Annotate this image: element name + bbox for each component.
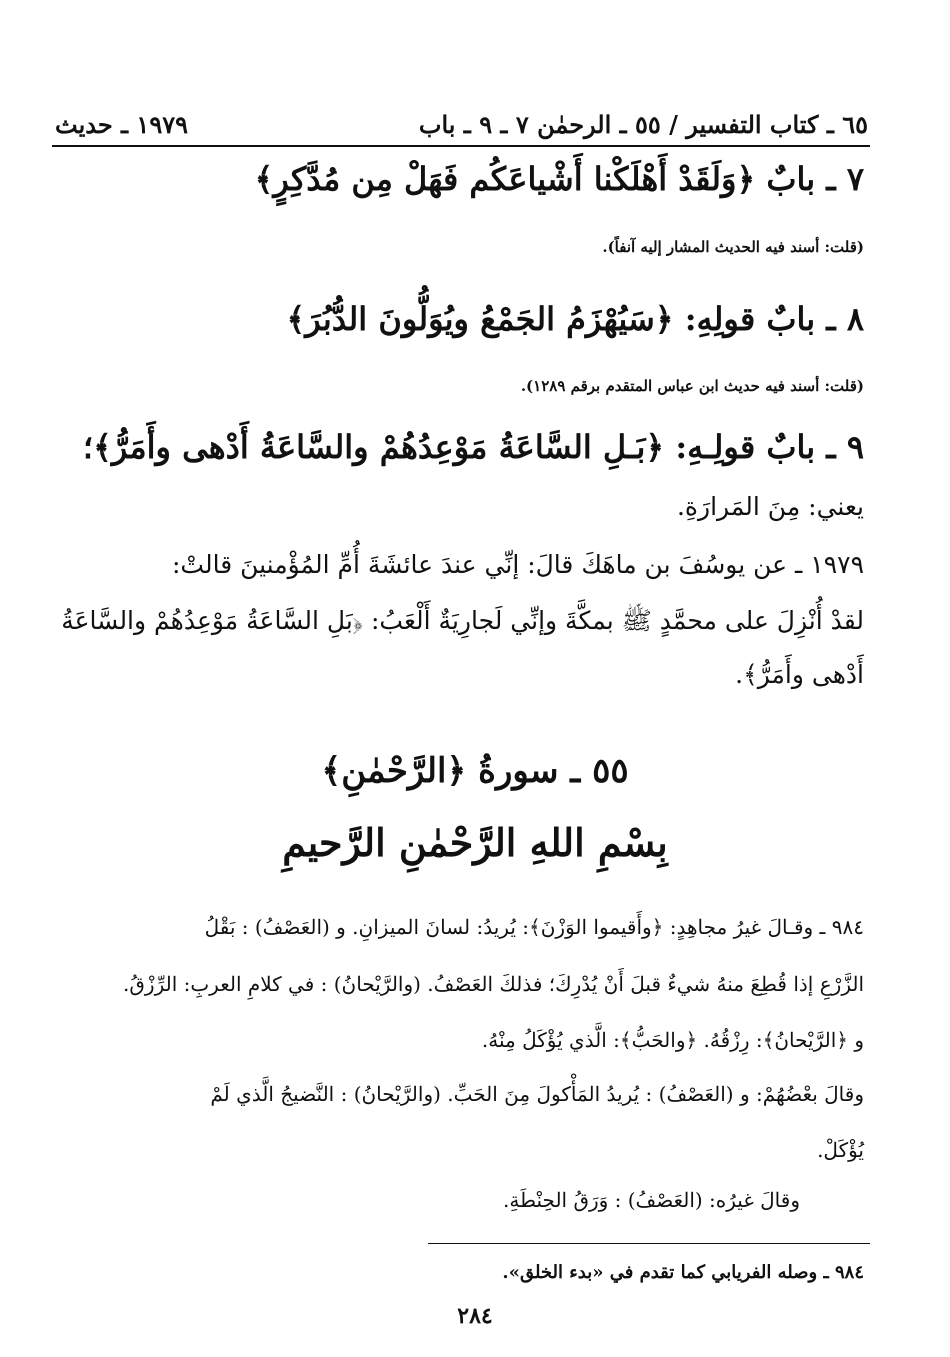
bab-7-heading: ٧ ـ بابٌ ﴿وَلَقَدْ أَهْلَكْنا أَشْياعَكُم فَهَلْ مِن مُدَّكِرٍ﴾ (254, 160, 864, 198)
header-hadith-range: ١٩٧٩ ـ حديث (55, 109, 188, 139)
bab-8-heading: ٨ ـ بابٌ قولِهِ: ﴿سَيُهْزَمُ الجَمْعُ ويُوَلُّونَ الدُّبُرَ﴾ (286, 300, 864, 338)
bab-9-heading: ٩ ـ بابٌ قولِـهِ: ﴿بَـلِ السَّاعَةُ مَوْعِدُهُمْ والسَّاعَةُ أَدْهى وأَمَرُّ﴾؛ (82, 428, 864, 466)
basmala: بِسْمِ اللهِ الرَّحْمٰنِ الرَّحيمِ (282, 820, 668, 865)
footnote: ٩٨٤ ـ وصله الفريابي كما تقدم في «بدء الخلق». (502, 1262, 864, 1283)
hadith-1979-line-2: لقدْ أُنْزِلَ على محمَّدٍ ﷺ بمكَّةَ وإنِّي لَجارِيَةٌ أَلْعَبُ: ﴿بَلِ السَّاعَةُ مَوْعِدُهُمْ والسَّاعَةُ (61, 606, 864, 635)
header-divider (52, 145, 870, 147)
commentary-line-1: ٩٨٤ ـ وقـالَ غيرُ مجاهِدٍ: ﴿وأَقيموا الوَزْنَ﴾: يُريدُ: لسانَ الميزانِ. و (العَصْفُ) : بَقْلُ (204, 915, 864, 939)
commentary-line-6: وقالَ غيرُه: (العَصْفُ) : وَرَقُ الحِنْطَةِ. (503, 1188, 800, 1212)
commentary-line-5: يُؤْكَلْ. (817, 1138, 864, 1162)
hadith-1979-line-1: ١٩٧٩ ـ عن يوسُفَ بن ماهَكَ قالَ: إنِّي عندَ عائشَةَ أُمِّ المُؤْمنينَ قالتْ: (172, 550, 864, 579)
bab-9-explanation: يعني: مِنَ المَرارَةِ. (676, 492, 864, 521)
bab-8-note: (قلت: أسند فيه حديث ابن عباس المتقدم برقم ١٢٨٩). (520, 377, 864, 395)
running-header (55, 104, 868, 144)
page-number: ٢٨٤ (457, 1303, 493, 1329)
header-book-chapter: ٦٥ ـ كتاب التفسير / ٥٥ ـ الرحمٰن ٧ ـ ٩ ـ باب (418, 109, 868, 139)
commentary-line-4: وقالَ بعْضُهُمْ: و (العَصْفُ) : يُريدُ المَأْكولَ مِنَ الحَبِّ. (والرَّيْحانُ) : النَّضيجُ الَّذي لَمْ (210, 1082, 864, 1106)
bab-7-note: (قلت: أسند فيه الحديث المشار إليه آنفاً). (602, 238, 864, 256)
commentary-line-3: و ﴿الرَّيْحانُ﴾: رِزْقُهُ. ﴿والحَبُّ﴾: الَّذي يُؤْكَلُ مِنْهُ. (481, 1028, 864, 1052)
surah-title: ٥٥ ـ سورةُ ﴿الرَّحْمٰنِ﴾ (321, 751, 629, 791)
footnote-divider (428, 1243, 870, 1244)
commentary-line-2: الزَّرْعِ إذا قُطِعَ منهُ شيءٌ قبلَ أَنْ يُدْرِكَ؛ فذلكَ العَصْفُ. (والرَّيْحانُ) : في كلامِ العربِ: الرِّزْقُ. (123, 972, 864, 996)
hadith-1979-line-3: أَدْهى وأَمَرُّ﴾. (735, 660, 864, 689)
